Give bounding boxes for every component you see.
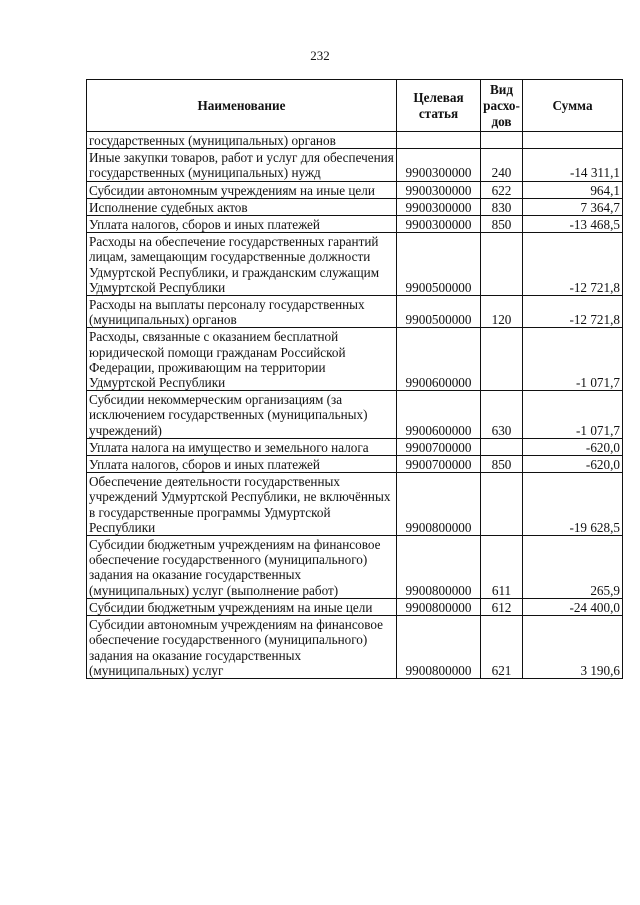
cell-name: Субсидии автономным учреждениям на иные цели: [87, 181, 397, 198]
cell-kind: [481, 438, 523, 455]
cell-sum: -620,0: [523, 438, 623, 455]
table-row: [87, 296, 623, 328]
cell-kind: 612: [481, 598, 523, 615]
table-row: [87, 328, 623, 391]
cell-sum: 3 190,6: [523, 616, 623, 679]
cell-target: 9900500000: [397, 296, 481, 328]
cell-kind: 611: [481, 536, 523, 599]
cell-target: [397, 132, 481, 149]
table-row: [87, 132, 623, 149]
table-row: [87, 473, 623, 536]
table-body: [87, 132, 623, 679]
cell-target: 9900800000: [397, 616, 481, 679]
cell-name: Субсидии бюджетным учреждениям на иные цели: [87, 598, 397, 615]
table-row: [87, 391, 623, 439]
cell-kind: 240: [481, 149, 523, 181]
cell-name: Исполнение судебных актов: [87, 198, 397, 215]
cell-sum: -12 721,8: [523, 296, 623, 328]
header-sum: Сумма: [523, 80, 623, 132]
cell-sum: -1 071,7: [523, 328, 623, 391]
cell-sum: -19 628,5: [523, 473, 623, 536]
table-row: [87, 598, 623, 615]
cell-name: Обеспечение деятельности государственных учреждений Удмуртской Республики, не включённых в государственные программы Удмуртской Республики: [87, 473, 397, 536]
cell-target: 9900600000: [397, 391, 481, 439]
cell-name: Уплата налогов, сборов и иных платежей: [87, 216, 397, 233]
cell-name: Расходы на выплаты персоналу государственных (муниципальных) органов: [87, 296, 397, 328]
cell-sum: 265,9: [523, 536, 623, 599]
header-kind: Вид расхо-дов: [481, 80, 523, 132]
header-target: Целевая статья: [397, 80, 481, 132]
table-row: [87, 456, 623, 473]
table-row: [87, 616, 623, 679]
table-row: [87, 216, 623, 233]
cell-sum: -24 400,0: [523, 598, 623, 615]
cell-sum: -620,0: [523, 456, 623, 473]
cell-kind: [481, 233, 523, 296]
table-row: [87, 198, 623, 215]
cell-kind: 622: [481, 181, 523, 198]
header-name: Наименование: [87, 80, 397, 132]
cell-sum: [523, 132, 623, 149]
cell-kind: 621: [481, 616, 523, 679]
cell-name: Субсидии бюджетным учреждениям на финансовое обеспечение государственного (муниципального) задания на оказание государственных (муниципальных) услуг (выполнение работ): [87, 536, 397, 599]
cell-name: Расходы на обеспечение государственных гарантий лицам, замещающим государственные должности Удмуртской Республики, и гражданским служащим Удмуртской Республики: [87, 233, 397, 296]
cell-kind: [481, 132, 523, 149]
cell-target: 9900800000: [397, 598, 481, 615]
cell-name: Уплата налога на имущество и земельного налога: [87, 438, 397, 455]
cell-sum: 964,1: [523, 181, 623, 198]
cell-name: Расходы, связанные с оказанием бесплатной юридической помощи гражданам Российской Федерации, проживающим на территории Удмуртской Республики: [87, 328, 397, 391]
table-row: [87, 438, 623, 455]
cell-kind: [481, 473, 523, 536]
cell-target: 9900300000: [397, 149, 481, 181]
cell-name: Уплата налогов, сборов и иных платежей: [87, 456, 397, 473]
cell-name: Иные закупки товаров, работ и услуг для обеспечения государственных (муниципальных) нужд: [87, 149, 397, 181]
cell-name: Субсидии автономным учреждениям на финансовое обеспечение государственного (муниципального) задания на оказание государственных (муниципальных) услуг: [87, 616, 397, 679]
cell-sum: -13 468,5: [523, 216, 623, 233]
cell-kind: [481, 328, 523, 391]
cell-kind: 850: [481, 456, 523, 473]
cell-target: 9900700000: [397, 456, 481, 473]
table-row: [87, 233, 623, 296]
cell-name: Субсидии некоммерческим организациям (за исключением государственных (муниципальных) учреждений): [87, 391, 397, 439]
cell-sum: -14 311,1: [523, 149, 623, 181]
cell-kind: 830: [481, 198, 523, 215]
cell-kind: 850: [481, 216, 523, 233]
cell-target: 9900500000: [397, 233, 481, 296]
cell-target: 9900700000: [397, 438, 481, 455]
cell-name: государственных (муниципальных) органов: [87, 132, 397, 149]
cell-sum: 7 364,7: [523, 198, 623, 215]
cell-target: 9900800000: [397, 473, 481, 536]
cell-target: 9900600000: [397, 328, 481, 391]
table-row: [87, 181, 623, 198]
cell-sum: -1 071,7: [523, 391, 623, 439]
table-row: [87, 149, 623, 181]
cell-target: 9900300000: [397, 198, 481, 215]
budget-table: [86, 79, 623, 679]
cell-kind: 120: [481, 296, 523, 328]
table-row: [87, 536, 623, 599]
cell-target: 9900300000: [397, 216, 481, 233]
cell-target: 9900800000: [397, 536, 481, 599]
cell-sum: -12 721,8: [523, 233, 623, 296]
cell-kind: 630: [481, 391, 523, 439]
cell-target: 9900300000: [397, 181, 481, 198]
page-number: 232: [310, 48, 330, 63]
table-header-row: [87, 80, 623, 132]
